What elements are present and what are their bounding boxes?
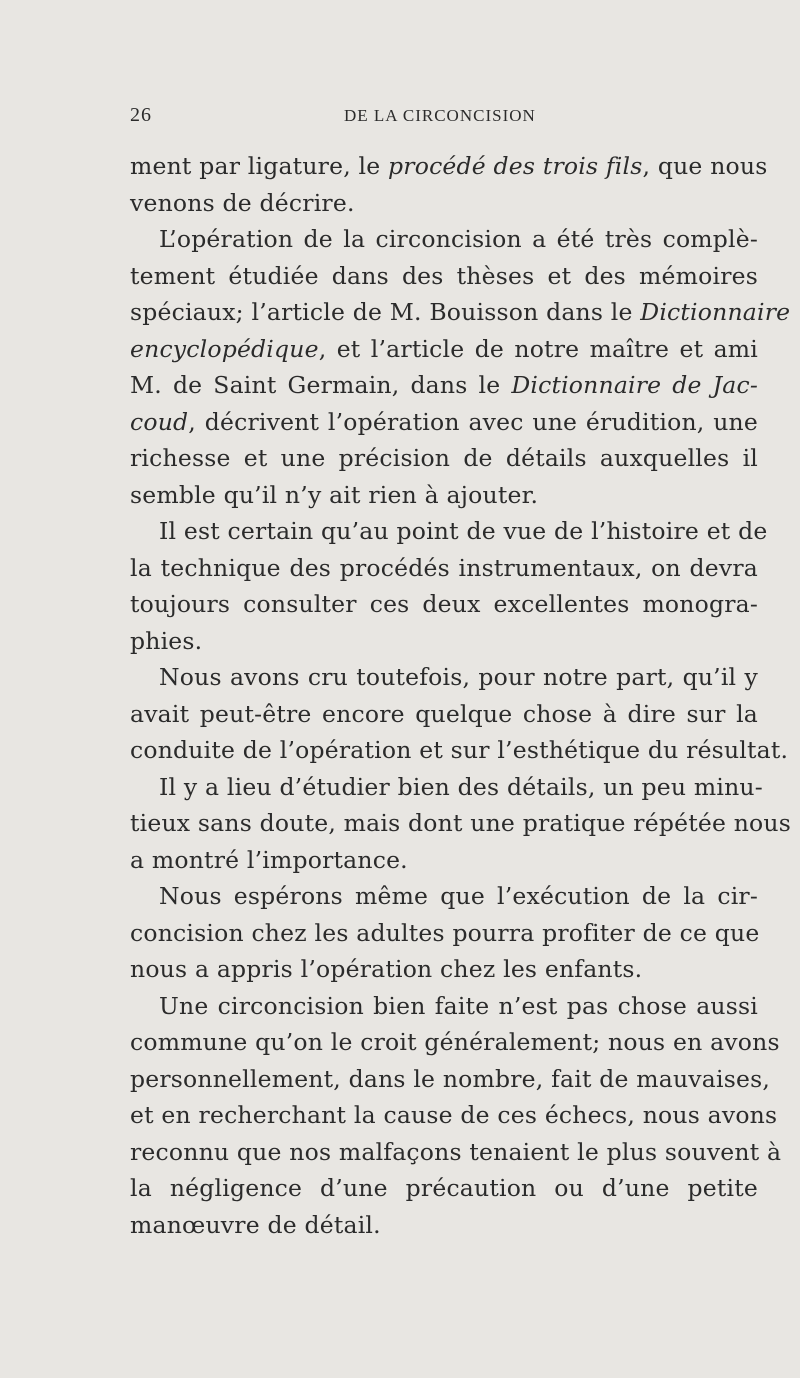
text-line: la technique des procédés instrumentaux, on devra xyxy=(130,553,758,582)
text-line: Il est certain qu’au point de vue de l’histoire et de xyxy=(159,517,768,545)
italic-title: Dictionnaire xyxy=(640,298,791,326)
text-line: tieux sans doute, mais dont une pratique répétée nous xyxy=(130,809,792,837)
text-segment: , et l’article de notre maître et ami xyxy=(318,334,758,363)
text-line: a montré l’importance. xyxy=(130,845,408,874)
text-line xyxy=(130,367,758,404)
italic-title: encyclopédique xyxy=(130,334,319,363)
text-line: Nous espérons même que l’exécution de la cir- xyxy=(159,882,758,910)
text-line: personnellement, dans le nombre, fait de mauvaises, xyxy=(130,1064,771,1093)
text-line: reconnu que nos malfaçons tenaient le plus souvent à xyxy=(130,1137,782,1166)
text-line xyxy=(130,404,758,441)
text-line: Il y a lieu d’étudier bien des détails, un peu minu- xyxy=(159,772,763,801)
text-line: manœuvre de détail. xyxy=(130,1210,381,1239)
text-segment: spéciaux; l’article de M. Bouisson dans le xyxy=(130,298,641,326)
page-number: 26 xyxy=(130,104,152,126)
text-line: conduite de l’opération et sur l’esthétique du résultat. xyxy=(130,736,789,764)
text-segment: , que nous xyxy=(642,152,768,180)
text-segment: M. de Saint Germain, dans le xyxy=(130,371,512,399)
text-line: commune qu’on le croit généralement; nous en avons xyxy=(130,1028,780,1056)
text-line: venons de décrire. xyxy=(130,188,355,217)
text-line: semble qu’il n’y ait rien à ajouter. xyxy=(130,480,539,509)
running-head xyxy=(130,104,758,128)
text-line xyxy=(130,148,768,185)
text-line: L’opération de la circoncision a été très complè- xyxy=(159,225,758,253)
text-line: phies. xyxy=(130,626,203,655)
text-line: Une circoncision bien faite n’est pas chose aussi xyxy=(159,991,758,1020)
text-segment: , décrivent l’opération avec une érudition, une xyxy=(188,407,758,436)
text-line xyxy=(130,294,791,331)
text-line: Nous avons cru toutefois, pour notre part, qu’il y xyxy=(159,663,758,691)
text-line: et en recherchant la cause de ces échecs, nous avons xyxy=(130,1101,778,1129)
italic-title: coud xyxy=(130,407,189,436)
text-line xyxy=(130,331,758,368)
text-line: la négligence d’une précaution ou d’une petite xyxy=(130,1174,758,1202)
text-line: nous a appris l’opération chez les enfants. xyxy=(130,955,643,983)
text-line: concision chez les adultes pourra profiter de ce que xyxy=(130,918,760,947)
text-line: tement étudiée dans des thèses et des mémoires xyxy=(130,261,758,290)
italic-title: Dictionnaire de Jac- xyxy=(511,371,758,399)
text-line: richesse et une précision de détails auxquelles il xyxy=(130,444,758,472)
body-text xyxy=(130,148,792,1243)
text-line: toujours consulter ces deux excellentes monogra- xyxy=(130,590,758,618)
running-head-title: DE LA CIRCONCISION xyxy=(344,106,536,125)
text-line: avait peut-être encore quelque chose à dire sur la xyxy=(130,699,758,728)
text-segment: ment par ligature, le xyxy=(130,152,389,180)
italic-title: procédé des trois fils xyxy=(388,152,643,180)
